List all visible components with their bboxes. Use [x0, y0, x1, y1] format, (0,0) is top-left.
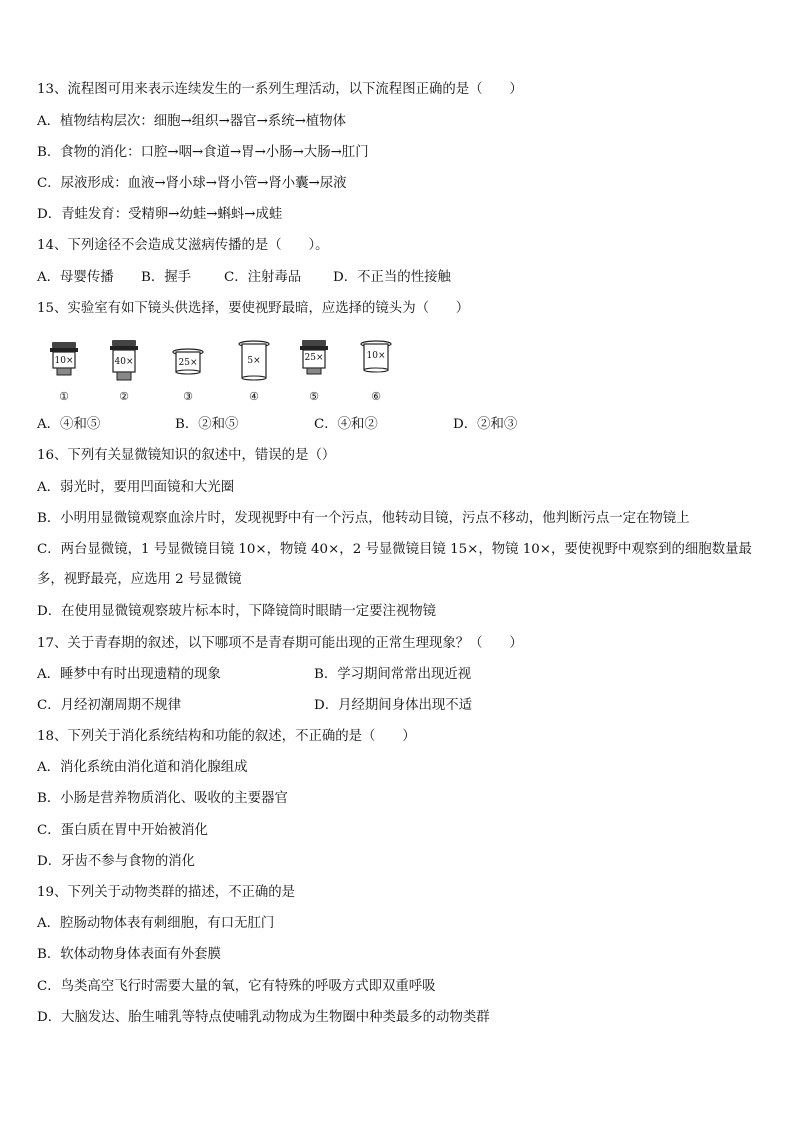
lens-5-label: 25×	[304, 353, 324, 363]
question-14-stem: 14、下列途径不会造成艾滋病传播的是（ ）。	[37, 238, 329, 253]
question-18-option-d: D．牙齿不参与食物的消化	[37, 854, 196, 869]
lens-2-number: ②	[119, 390, 129, 403]
question-14-option-b: B．握手	[141, 270, 192, 285]
question-13-option-b: B．食物的消化：口腔→咽→食道→胃→小肠→大肠→肛门	[37, 145, 369, 160]
question-16-option-d: D．在使用显微镜观察玻片标本时，下降镜筒时眼睛一定要注视物镜	[37, 604, 437, 619]
question-15-option-c: C．④和②	[314, 417, 378, 432]
question-15-option-b: B．②和⑤	[175, 417, 239, 432]
lens-1-label: 10×	[54, 356, 74, 366]
lens-5-number: ⑤	[309, 390, 319, 403]
lens-4-number: ④	[249, 390, 259, 403]
question-18-option-b: B．小肠是营养物质消化、吸收的主要器官	[37, 791, 288, 806]
lens-1-number: ①	[59, 390, 69, 403]
question-14-option-c: C．注射毒品	[224, 270, 302, 285]
question-17-stem: 17、关于青春期的叙述，以下哪项不是青春期可能出现的正常生理现象？（ ）	[37, 636, 523, 651]
question-14-option-a: A．母婴传播	[37, 270, 114, 285]
question-14-option-d: D．不正当的性接触	[333, 270, 451, 285]
question-17-options-row1	[37, 666, 637, 684]
lens-6-number: ⑥	[371, 390, 381, 403]
question-19-option-a: A．腔肠动物体表有刺细胞，有口无肛门	[37, 916, 275, 931]
question-13-stem: 13、流程图可用来表示连续发生的一系列生理活动，以下流程图正确的是（ ）	[37, 82, 523, 97]
question-18-option-c: C．蛋白质在胃中开始被消化	[37, 823, 208, 838]
question-19-stem: 19、下列关于动物类群的描述，不正确的是	[37, 885, 296, 900]
question-17-options-row2	[37, 697, 637, 715]
question-14-options	[37, 269, 637, 287]
question-19-option-c: C．鸟类高空飞行时需要大量的氧，它有特殊的呼吸方式即双重呼吸	[37, 979, 436, 994]
question-15-stem: 15、实验室有如下镜头供选择，要使视野最暗，应选择的镜头为（ ）	[37, 301, 470, 316]
question-17-option-d: D．月经期间身体出现不适	[314, 698, 473, 713]
lens-6-label: 10×	[366, 351, 386, 361]
question-17-option-b: B．学习期间常常出现近视	[314, 667, 472, 682]
question-16-option-b: B．小明用显微镜观察血涂片时，发现视野中有一个污点，他转动目镜，污点不移动，他判断污点一定在物镜上	[37, 511, 690, 526]
question-16-option-a: A．弱光时，要用凹面镜和大光圈	[37, 480, 235, 495]
lens-4	[237, 340, 271, 403]
lens-figure	[37, 340, 417, 402]
question-15-option-a: A．④和⑤	[37, 417, 101, 432]
question-18-stem: 18、下列关于消化系统结构和功能的叙述，不正确的是（ ）	[37, 729, 416, 744]
question-16-stem: 16、下列有关显微镜知识的叙述中，错误的是（）	[37, 448, 336, 463]
eyepiece-lens-icon	[359, 340, 393, 388]
lens-1	[47, 340, 81, 403]
lens-2	[107, 340, 141, 403]
lens-4-label: 5×	[247, 356, 261, 366]
question-19-option-b: B．软体动物身体表面有外套膜	[37, 947, 221, 962]
lens-3-number: ③	[183, 390, 193, 403]
question-15-option-d: D．②和③	[453, 417, 518, 432]
question-18-option-a: A．消化系统由消化道和消化腺组成	[37, 760, 248, 775]
objective-lens-icon	[297, 340, 331, 388]
lens-3-label: 25×	[178, 358, 198, 368]
question-13-option-a: A．植物结构层次：细胞→组织→器官→系统→植物体	[37, 114, 346, 129]
question-17-option-c: C．月经初潮周期不规律	[37, 698, 182, 713]
question-19-option-d: D．大脑发达、胎生哺乳等特点使哺乳动物成为生物圈中种类最多的动物类群	[37, 1010, 490, 1025]
question-17-option-a: A．睡梦中有时出现遗精的现象	[37, 667, 221, 682]
lens-3	[171, 340, 205, 403]
lens-2-label: 40×	[114, 357, 134, 367]
lens-6	[359, 340, 393, 403]
lens-5	[297, 340, 331, 403]
question-13-option-d: D．青蛙发育：受精卵→幼蛙→蝌蚪→成蛙	[37, 207, 283, 222]
question-13-option-c: C．尿液形成：血液→肾小球→肾小管→肾小囊→尿液	[37, 176, 347, 191]
question-16-option-c: C．两台显微镜，1 号显微镜目镜 10×，物镜 40×，2 号显微镜目镜 15×，物镜 10×，要使视野中观察到的细胞数量最多，视野最亮，应选用 2 号显微镜	[37, 542, 752, 587]
question-15-options	[37, 416, 637, 434]
